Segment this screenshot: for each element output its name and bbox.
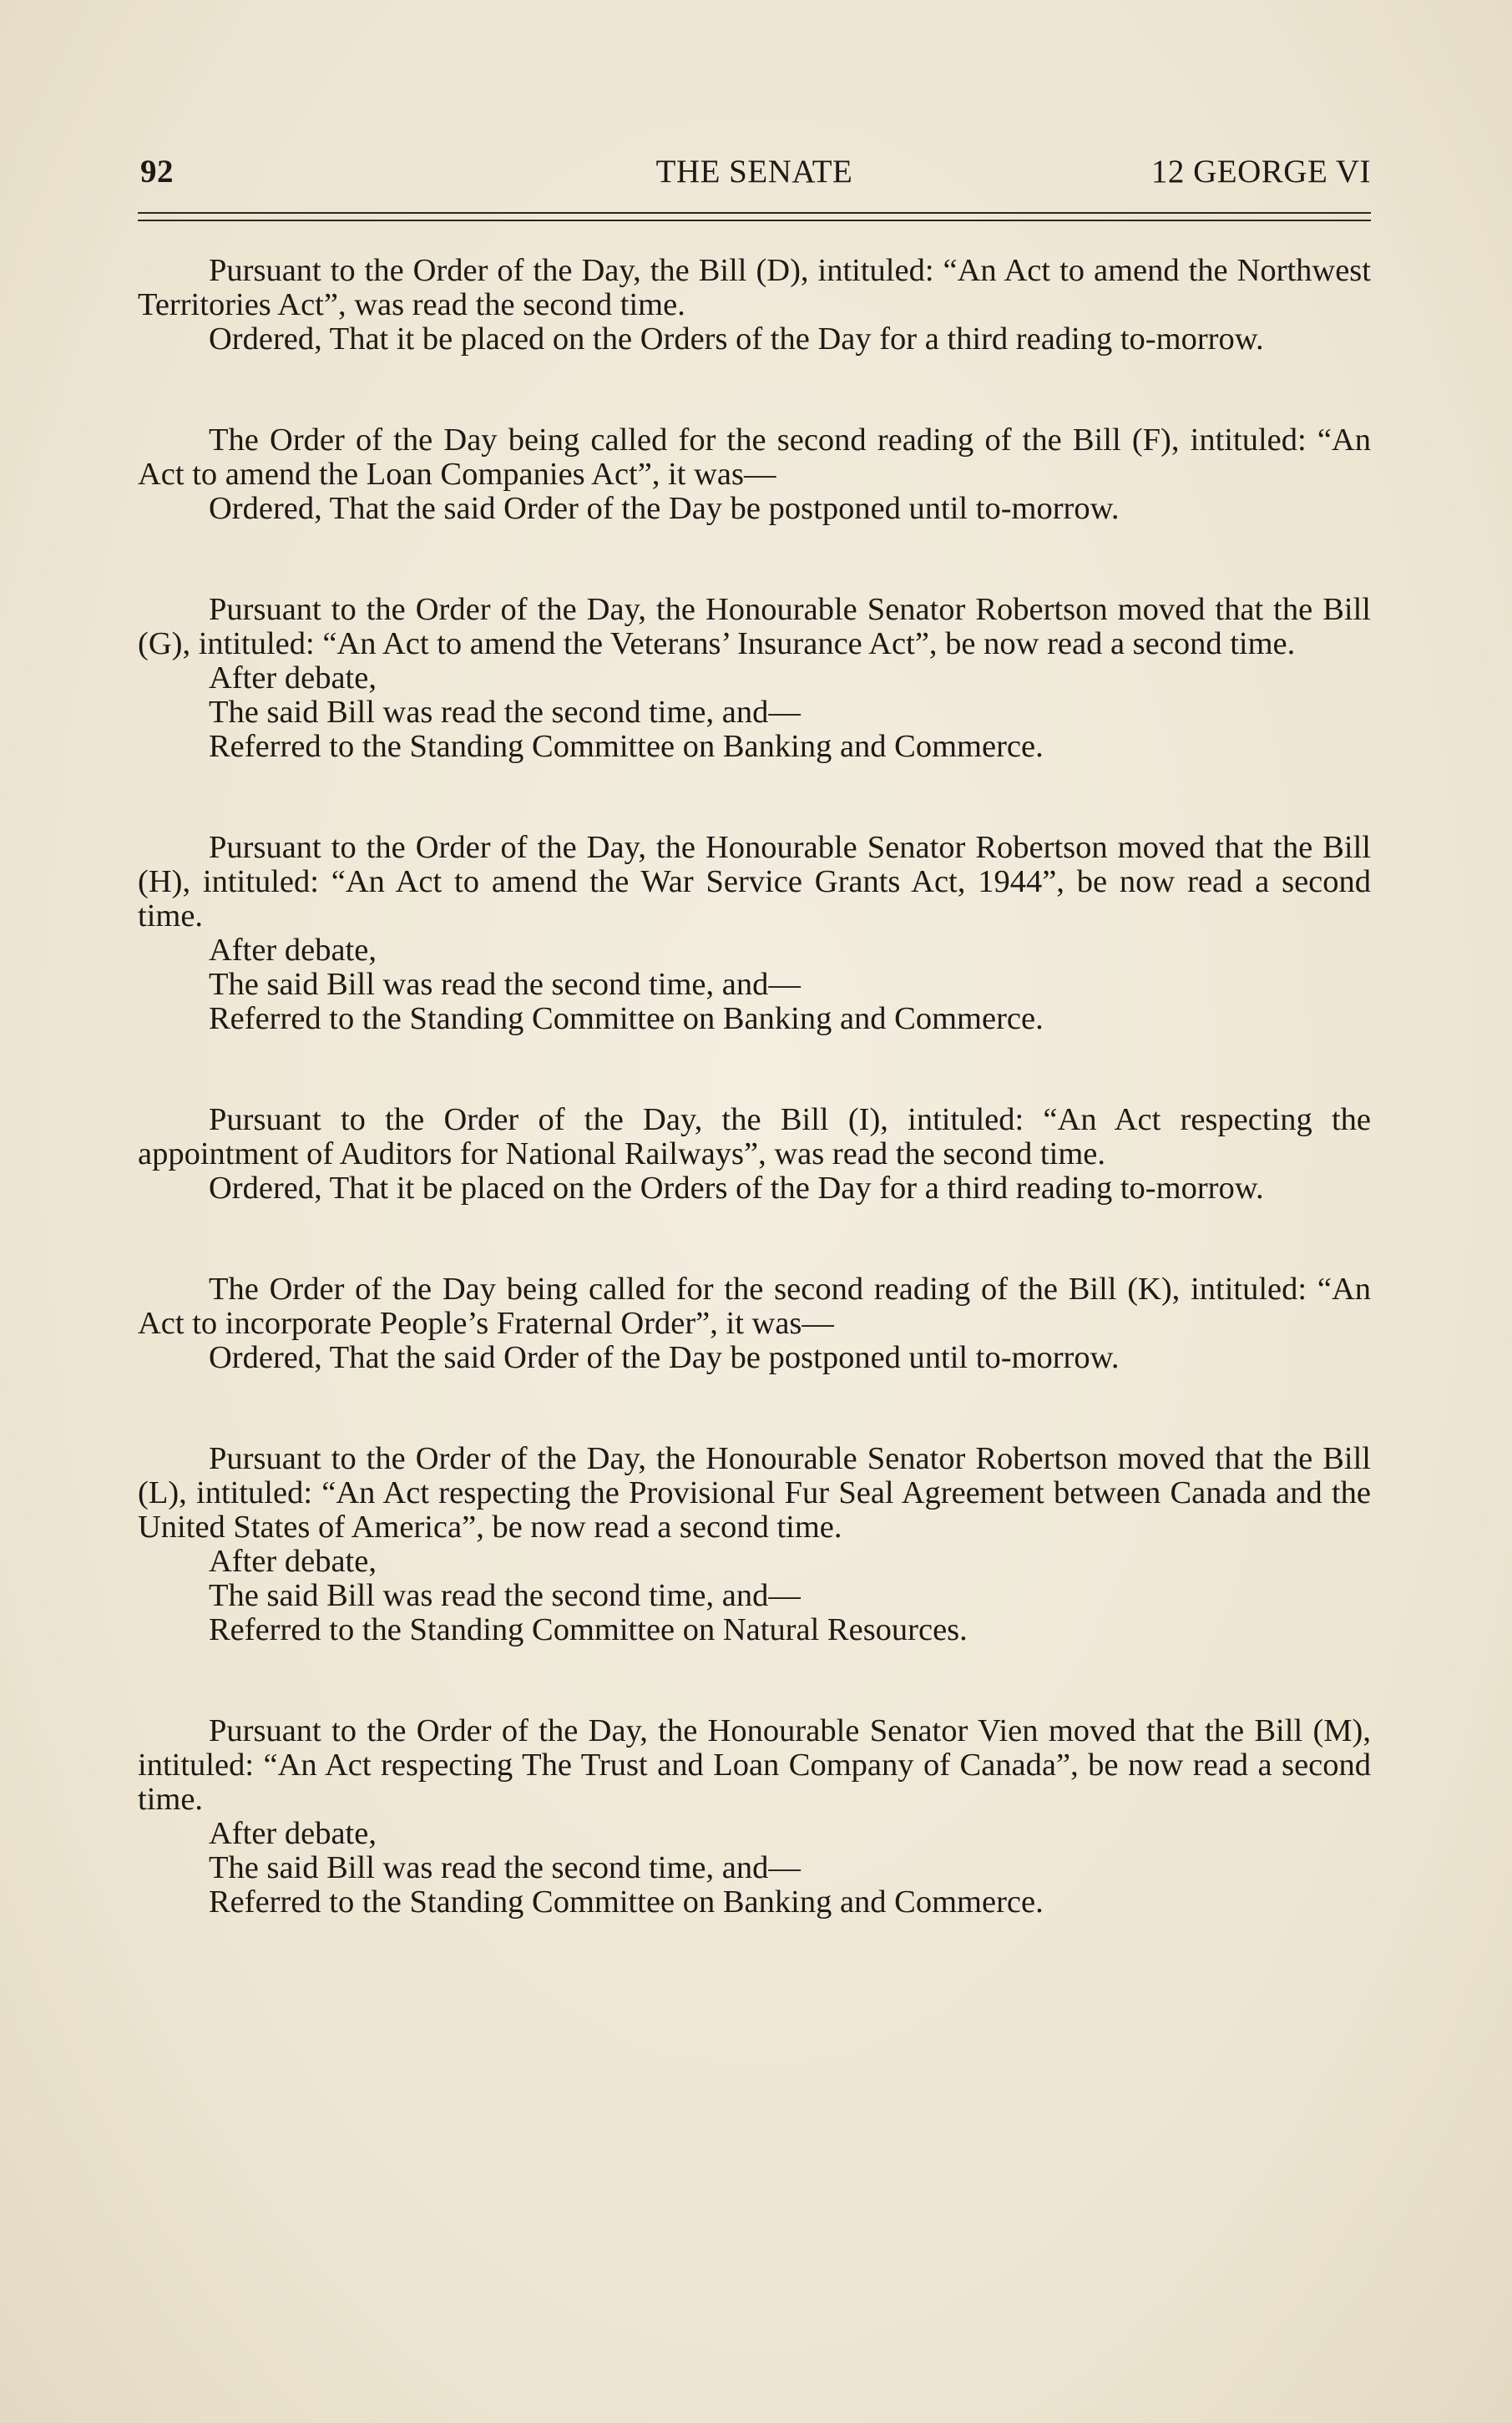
- entry-bill-k: [138, 1272, 1371, 1375]
- entry-paragraph: The Order of the Day being called for the second reading of the Bill (F), intituled: “An Act to amend the Loan Companies Act”, it was—: [138, 422, 1371, 492]
- entry-paragraph: Pursuant to the Order of the Day, the Honourable Senator Robertson moved that the Bill (G), intituled: “An Act to amend the Veterans’ Insurance Act”, be now read a second time.: [138, 592, 1371, 661]
- entry-paragraph: Pursuant to the Order of the Day, the Bill (I), intituled: “An Act respecting the appointment of Auditors for National Railways”, was read the second time.: [138, 1102, 1371, 1171]
- entry-line: Referred to the Standing Committee on Banking and Commerce.: [209, 729, 1044, 764]
- entry-paragraph: Ordered, That it be placed on the Orders of the Day for a third reading to-morrow.: [209, 321, 1264, 357]
- entry-line: After debate,: [209, 933, 377, 968]
- entry-bill-i: [138, 1103, 1371, 1206]
- entry-line: Referred to the Standing Committee on Natural Resources.: [209, 1612, 968, 1647]
- entry-line: After debate,: [209, 1544, 377, 1579]
- entry-bill-d: [138, 254, 1371, 357]
- entry-bill-f: [138, 423, 1371, 526]
- page-title: THE SENATE: [655, 154, 853, 190]
- entry-bill-g: [138, 593, 1371, 764]
- entry-line: Ordered, That the said Order of the Day be postponed until to-morrow.: [209, 1340, 1120, 1375]
- entry-bill-l: [138, 1442, 1371, 1647]
- entry-line: Referred to the Standing Committee on Banking and Commerce.: [209, 1884, 1044, 1920]
- entry-bill-h: [138, 831, 1371, 1036]
- entry-line: The said Bill was read the second time, and—: [209, 967, 801, 1002]
- page-number: 92: [140, 154, 174, 190]
- header-rule-bottom: [138, 220, 1371, 221]
- entry-line: The said Bill was read the second time, and—: [209, 1578, 801, 1613]
- entry-paragraph: Pursuant to the Order of the Day, the Honourable Senator Vien moved that the Bill (M), intituled: “An Act respecting The Trust and Loan Company of Canada”, be now read a second time.: [138, 1713, 1371, 1817]
- entry-line: The said Bill was read the second time, and—: [209, 695, 801, 730]
- proceedings: [138, 254, 1371, 1986]
- running-head: [138, 149, 1371, 195]
- entry-paragraph: The Order of the Day being called for the second reading of the Bill (K), intituled: “An Act to incorporate People’s Fraternal Order”, it was—: [138, 1272, 1371, 1341]
- entry-paragraph: Pursuant to the Order of the Day, the Bill (D), intituled: “An Act to amend the Northwest Territories Act”, was read the second time.: [138, 253, 1371, 322]
- entry-line: After debate,: [209, 660, 377, 696]
- entry-paragraph: Ordered, That it be placed on the Orders of the Day for a third reading to-morrow.: [209, 1171, 1264, 1206]
- entry-line: After debate,: [209, 1816, 377, 1851]
- header-rule-top: [138, 212, 1371, 214]
- entry-paragraph: Pursuant to the Order of the Day, the Honourable Senator Robertson moved that the Bill (L), intituled: “An Act respecting the Provisional Fur Seal Agreement between Canada and the United States of America”, be now read a second time.: [138, 1441, 1371, 1545]
- entry-line: Referred to the Standing Committee on Banking and Commerce.: [209, 1001, 1044, 1036]
- entry-bill-m: [138, 1714, 1371, 1920]
- regnal-year: 12 GEORGE VI: [1150, 154, 1371, 190]
- entry-line: Ordered, That the said Order of the Day be postponed until to-morrow.: [209, 491, 1120, 526]
- entry-line: The said Bill was read the second time, and—: [209, 1850, 801, 1885]
- entry-paragraph: Pursuant to the Order of the Day, the Honourable Senator Robertson moved that the Bill (H), intituled: “An Act to amend the War Service Grants Act, 1944”, be now read a second time.: [138, 830, 1371, 933]
